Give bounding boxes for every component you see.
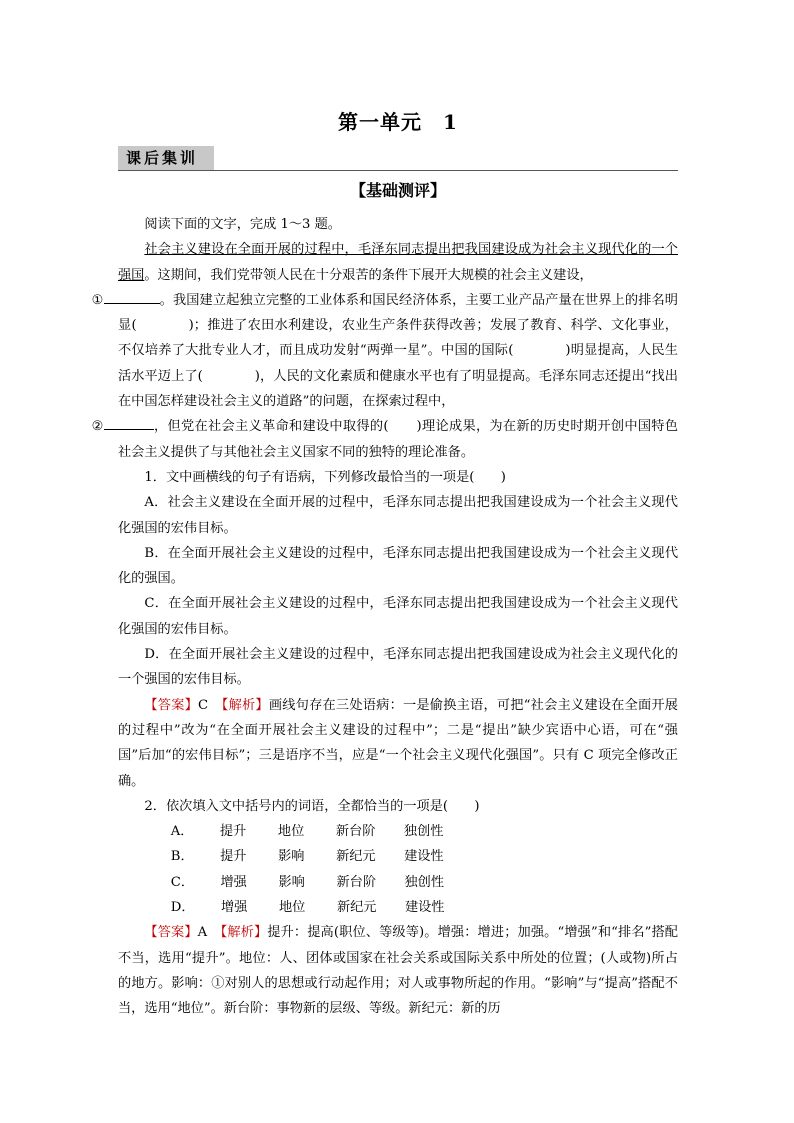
analysis-tag: 【解析】 [220,925,268,941]
q1-option-a: A．社会主义建设在全面开展的过程中，毛泽东同志提出把我国建设成为一个社会主义现代化强国的宏伟目标。 [118,495,678,536]
q1-option-b: B．在全面开展社会主义建设的过程中，毛泽东同志提出把我国建设成为一个社会主义现代化的强国。 [118,545,678,587]
blank-1 [104,289,160,304]
q2-option-c: C． 增强 影响 新台阶 独创性 [170,874,445,890]
section-bar [118,146,678,171]
q2-option-a: A． 提升 地位 新台阶 独创性 [170,824,444,840]
page-title: 第一单元 1 [338,110,458,134]
q1-option-c: C．在全面开展社会主义建设的过程中，毛泽东同志提出把我国建设成为一个社会主义现代化强国的宏伟目标。 [118,596,678,637]
passage: 社会主义建设在全面开展的过程中，毛泽东同志提出把我国建设成为社会主义现代化的一个强国。这期间，我们党带领人民在十分艰苦的条件下展开大规模的社会主义建设， ① 。我国建立起独立完整的工业体系和国民经济体系，主要工业产品产量在世界上的排名明显( )；推进了农田水利建设，农业生产条件获得改善；发展了教育、科学、文化事业，不仅培养了大批专业人才，而且成功发射“两弹一星”。中国的国际( )明显提高，人民生活水平迈上了( )，人民的文化素质和健康水平也有了明显提高。毛泽东同志还提出“找出在中国怎样建设社会主义的道路”的问题，在探索过程中， ② ，但党在社会主义革命和建设中取得的( )理论成果，为在新的历史时期开创中国特色社会主义提供了与其他社会主义国家不同的独特的理论准备。 [91,242,678,460]
document-body [91,212,678,1022]
answer-tag: 【答案】 [144,925,198,941]
subheading: 【基础测评】 [349,181,446,200]
blank-2 [104,415,154,430]
q2-option-b: B． 提升 影响 新纪元 建设性 [170,849,444,865]
section-label: 课后集训 [118,146,214,170]
q1-option-d: D．在全面开展社会主义建设的过程中，毛泽东同志提出把我国建设成为社会主义现代化的一个强国的宏伟目标。 [118,647,678,688]
q2-stem: 2．依次填入文中括号内的词语，全都恰当的一项是( ) [144,798,480,814]
q1-answer: 【答案】C 【解析】画线句存在三处语病：一是偷换主语，可把“社会主义建设在全面开展的过程中”改为“在全面开展社会主义建设的过程中”；二是“提出”缺少宾语中心语，可在“强国”后加“的宏伟目标”；三是语序不当，应是“一个社会主义现代化强国”。只有 C 项完全修改正确。 [118,697,678,789]
q2-answer: 【答案】A 【解析】提升：提高(职位、等级等)。增强：增进；加强。“增强”和“排名”搭配不当，选用“提升”。地位：人、团体或国家在社会关系或国际关系中所处的位置；(人或物)所占的地方。影响：①对别人的思想或行动起作用；对人或事物所起的作用。“影响”与“提高”搭配不当，选用“地位”。新台阶：事物新的层级、等级。新纪元：新的历 [118,925,678,1017]
underlined-sentence: 社会主义建设在全面开展的过程中，毛泽东同志提出把我国建设成为社会主义现代化的一个强国 [118,242,678,283]
answer-tag: 【答案】 [144,697,199,713]
intro-text: 阅读下面的文字，完成 1～3 题。 [144,217,341,232]
analysis-tag: 【解析】 [221,697,269,713]
q2-option-d: D． 增强 地位 新纪元 建设性 [170,900,445,916]
q1-stem: 1．文中画横线的句子有语病，下列修改最恰当的一项是( ) [144,469,506,485]
